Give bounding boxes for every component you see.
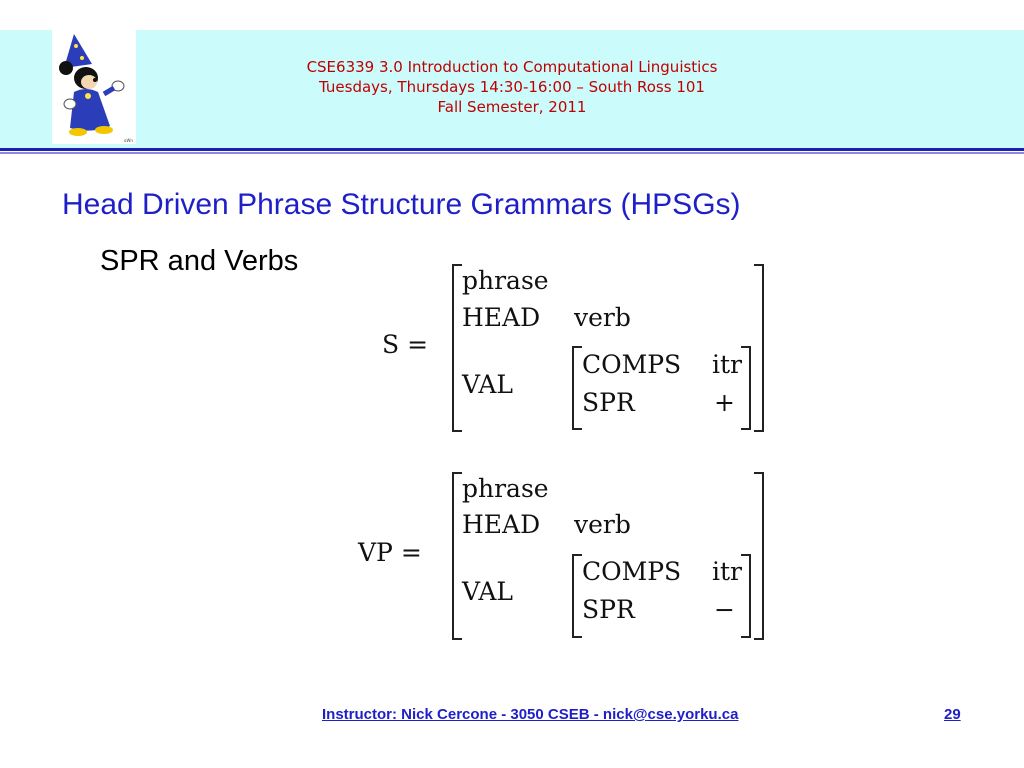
avm-spr-value: − bbox=[714, 595, 735, 624]
header-divider bbox=[0, 148, 1024, 151]
avm-val-attr: VAL bbox=[462, 577, 514, 606]
avm-val-attr: VAL bbox=[462, 370, 514, 399]
slide-subtitle: SPR and Verbs bbox=[100, 245, 299, 277]
course-schedule: Tuesdays, Thursdays 14:30-16:00 – South Ross 101 bbox=[319, 78, 705, 96]
course-semester: Fall Semester, 2011 bbox=[437, 98, 587, 116]
header-divider-shadow bbox=[0, 152, 1024, 154]
outer-left-bracket bbox=[452, 264, 462, 432]
outer-right-bracket bbox=[754, 472, 764, 640]
inner-left-bracket bbox=[572, 346, 582, 430]
avm-head-attr: HEAD bbox=[462, 510, 541, 539]
mickey-sorcerer-logo bbox=[52, 30, 136, 144]
avm-head-attr: HEAD bbox=[462, 303, 541, 332]
avm-type: phrase bbox=[462, 266, 549, 295]
course-title: CSE6339 3.0 Introduction to Computational Linguistics bbox=[306, 58, 718, 76]
avm-label: S = bbox=[382, 330, 429, 359]
avm-comps-attr: COMPS bbox=[582, 557, 682, 586]
avm-comps-value: itr bbox=[712, 557, 742, 586]
inner-right-bracket bbox=[741, 346, 751, 430]
inner-right-bracket bbox=[741, 554, 751, 638]
course-info bbox=[200, 57, 824, 117]
avm-type: phrase bbox=[462, 474, 549, 503]
outer-left-bracket bbox=[452, 472, 462, 640]
avm-spr-value: + bbox=[714, 388, 735, 417]
avm-comps-attr: COMPS bbox=[582, 350, 682, 379]
avm-head-value: verb bbox=[574, 510, 631, 539]
inner-left-bracket bbox=[572, 554, 582, 638]
page-number-link[interactable]: 29 bbox=[944, 706, 961, 723]
avm-comps-value: itr bbox=[712, 350, 742, 379]
avm-spr-attr: SPR bbox=[582, 595, 635, 624]
svg-text:oWn: oWn bbox=[124, 138, 133, 143]
instructor-link[interactable]: Instructor: Nick Cercone - 3050 CSEB - nick@cse.yorku.ca bbox=[322, 706, 739, 723]
slide-title: Head Driven Phrase Structure Grammars (HPSGs) bbox=[62, 188, 741, 221]
avm-label: VP = bbox=[358, 538, 422, 567]
avm-spr-attr: SPR bbox=[582, 388, 635, 417]
outer-right-bracket bbox=[754, 264, 764, 432]
avm-head-value: verb bbox=[574, 303, 631, 332]
